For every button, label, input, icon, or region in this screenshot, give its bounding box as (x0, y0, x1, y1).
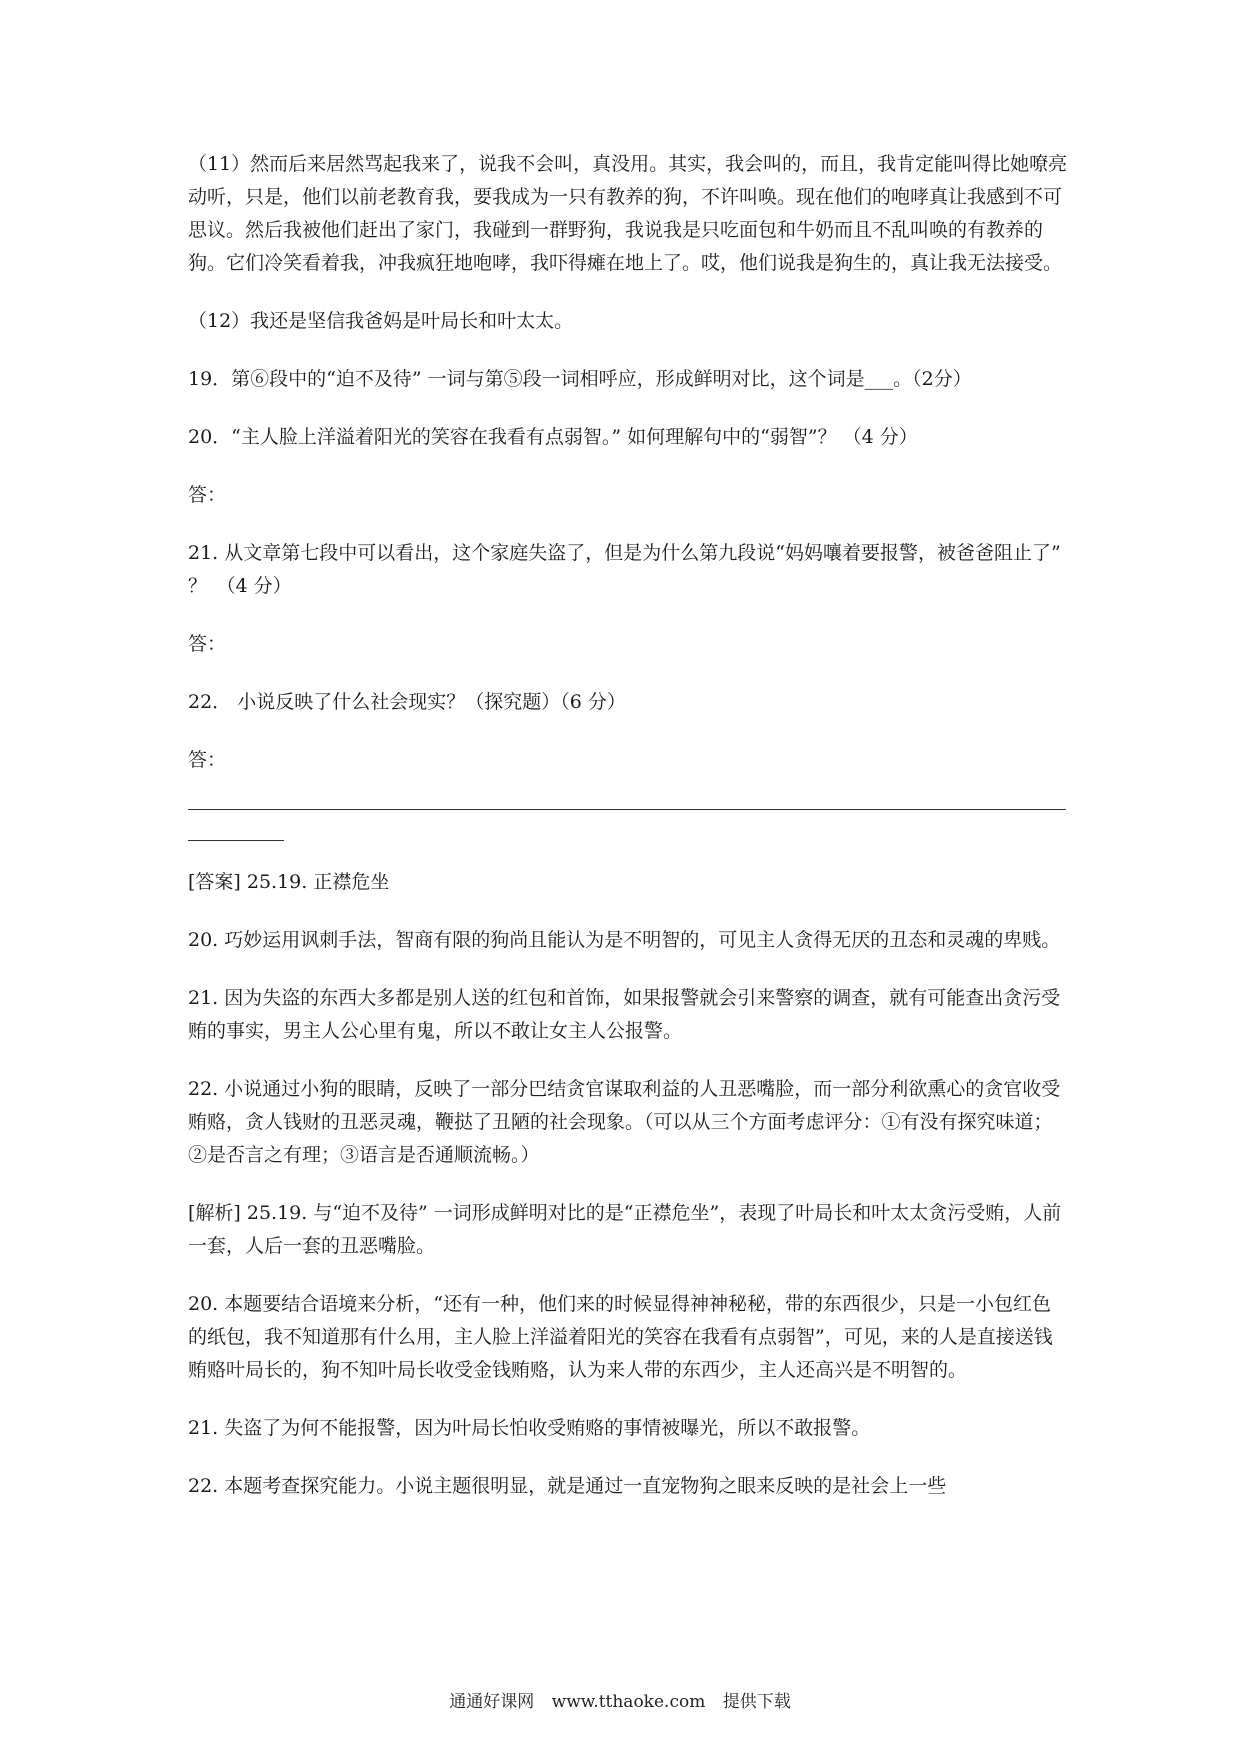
question-19: 19．第⑥段中的“迫不及待” 一词与第⑤段一词相呼应，形成鲜明对比，这个词是___。（2分） (188, 368, 972, 390)
answer-label-20: 答： (188, 484, 227, 506)
question-22: 22． 小说反映了什么社会现实？（探究题）（6 分） (188, 691, 626, 713)
footer-suffix: 提供下载 (722, 1692, 791, 1712)
analysis-20: 20. 本题要结合语境来分析，“还有一种，他们来的时候显得神神秘秘，带的东西很少，只是一小包红色的纸包，我不知道那有什么用，主人脸上洋溢着阳光的笑容在我看有点弱智”，可见，来的人是直接送钱贿赂叶局长的，狗不知叶局长收受金钱贿赂，认为来人带的东西少，主人还高兴是不明智的。 (188, 1293, 1053, 1381)
story-paragraph-11: （11）然而后来居然骂起我来了，说我不会叫，真没用。其实，我会叫的，而且，我肯定能叫得比她嘹亮动听，只是，他们以前老教育我，要我成为一只有教养的狗，不许叫唤。现在他们的咆哮真让我感到不可思议。然后我被他们赶出了家门，我碰到一群野狗，我说我是只吃面包和牛奶而且不乱叫唤的有教养的狗。它们冷笑看着我，冲我疯狂地咆哮，我吓得瘫在地上了。哎，他们说我是狗生的，真让我无法接受。 (188, 153, 1068, 274)
question-20: 20．“主人脸上洋溢着阳光的笑容在我看有点弱智。” 如何理解句中的“弱智”？ （4 分） (188, 426, 918, 448)
answer-line-short (188, 810, 284, 841)
page-footer (0, 1690, 1240, 1714)
answer-label-21: 答： (188, 633, 227, 655)
answer-block-22 (188, 744, 1068, 841)
story-paragraph-12: （12）我还是坚信我爸妈是叶局长和叶太太。 (188, 310, 574, 332)
analysis-19: [解析] 25.19. 与“迫不及待” 一词形成鲜明对比的是“正襟危坐”，表现了叶局长和叶太太贪污受贿，人前一套，人后一套的丑恶嘴脸。 (188, 1202, 1062, 1257)
footer-site-name: 通通好课网 (449, 1692, 535, 1712)
analysis-21: 21. 失盗了为何不能报警，因为叶局长怕收受贿赂的事情被曝光，所以不敢报警。 (188, 1417, 871, 1439)
answer-key-20: 20. 巧妙运用讽刺手法，智商有限的狗尚且能认为是不明智的，可见主人贪得无厌的丑态和灵魂的卑贱。 (188, 929, 1061, 951)
answer-key-19: [答案] 25.19. 正襟危坐 (188, 871, 390, 893)
answer-key-22: 22. 小说通过小狗的眼睛，反映了一部分巴结贪官谋取利益的人丑恶嘴脸，而一部分利欲熏心的贪官收受贿赂，贪人钱财的丑恶灵魂，鞭挞了丑陋的社会现象。（可以从三个方面考虑评分：①有没有探究味道；②是否言之有理；③语言是否通顺流畅。） (188, 1078, 1061, 1166)
question-21: 21. 从文章第七段中可以看出，这个家庭失盗了，但是为什么第九段说“妈妈嚷着要报警，被爸爸阻止了” ？ （4 分） (188, 542, 1061, 597)
answer-label-22: 答： (188, 749, 227, 771)
footer-url: www.tthaoke.com (551, 1692, 706, 1712)
analysis-22: 22. 本题考查探究能力。小说主题很明显，就是通过一直宠物狗之眼来反映的是社会上一些 (188, 1475, 947, 1497)
document-body (188, 148, 1068, 1528)
answer-line (188, 779, 1066, 810)
answer-key-21: 21. 因为失盗的东西大多都是别人送的红包和首饰，如果报警就会引来警察的调查，就有可能查出贪污受贿的事实，男主人公心里有鬼，所以不敢让女主人公报警。 (188, 987, 1061, 1042)
